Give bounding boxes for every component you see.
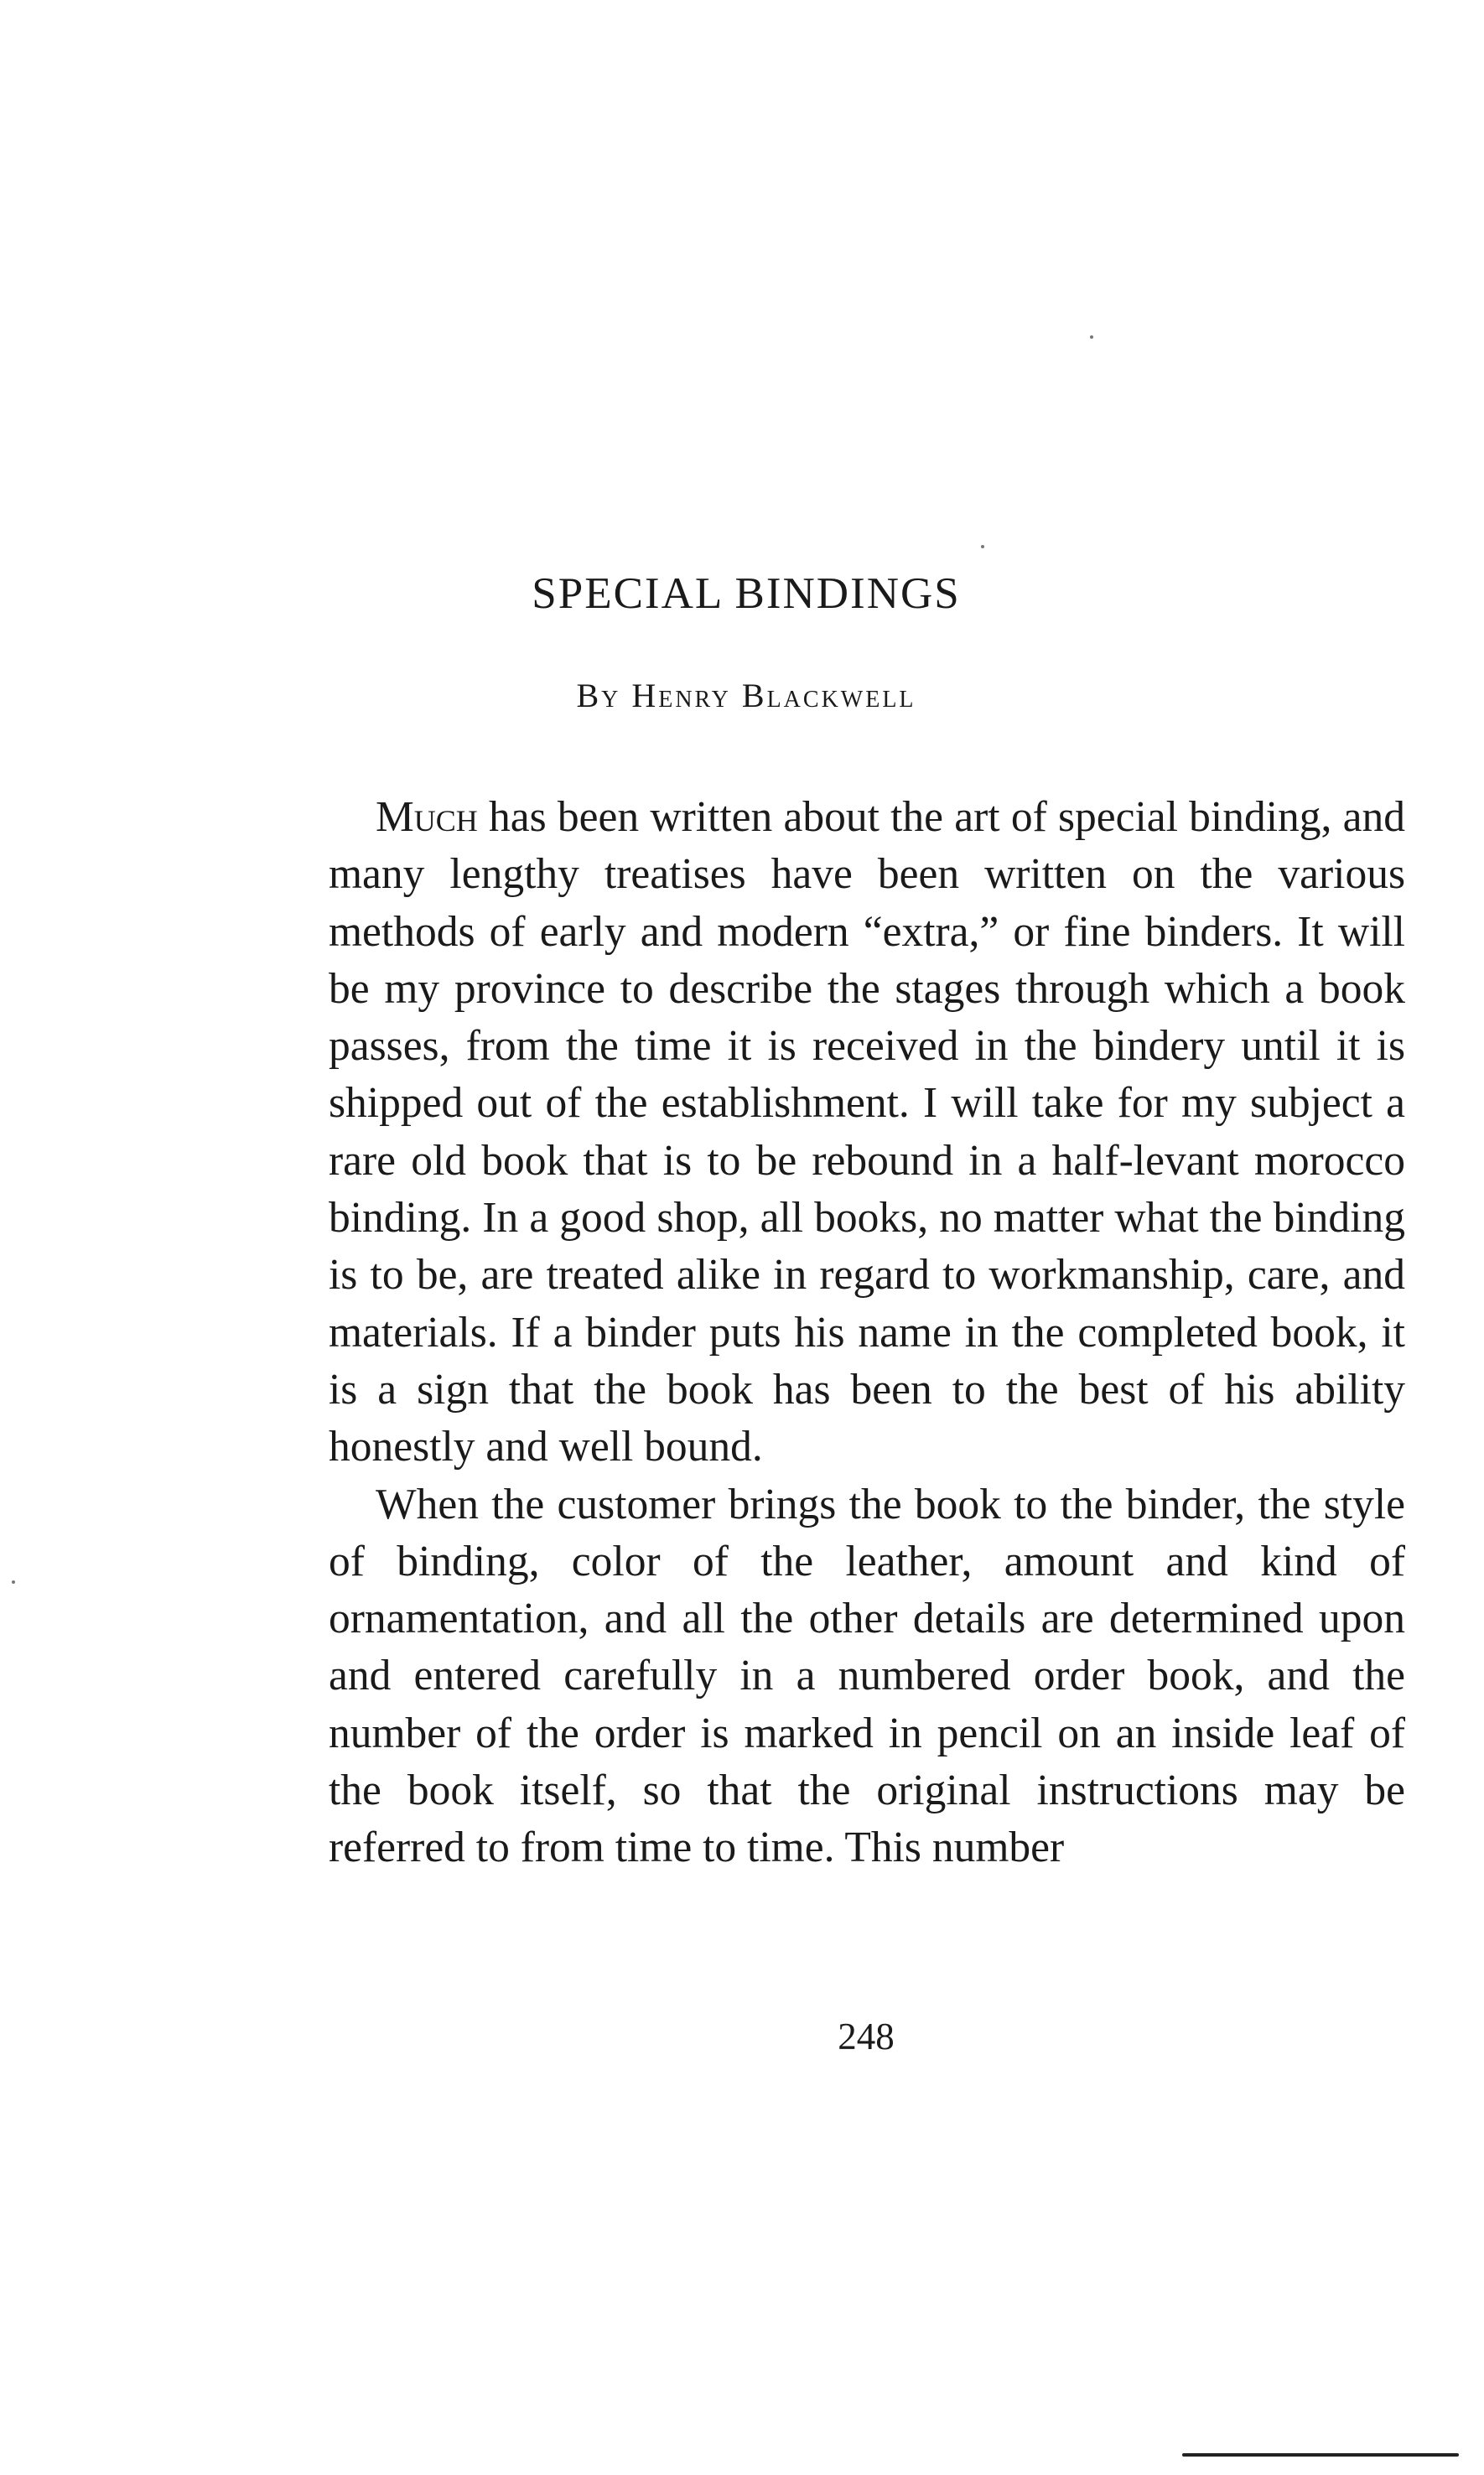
- scan-speck: [12, 1580, 15, 1584]
- article-body: [329, 789, 1405, 1877]
- paragraph-text: has been written about the art of special binding, and many lengthy treatises have been written on the various methods of early and modern “extra,” or fine binders. It will be my province to describe the stages through which a book passes, from the time it is received in the bindery until it is shipped out of the establishment. I will take for my subject a rare old book that is to be rebound in a half-levant morocco binding. In a good shop, all books, no matter what the binding is to be, are treated alike in regard to workmanship, care, and materials. If a binder puts his name in the completed book, it is a sign that the book has been to the best of his ability honestly and well bound.: [329, 793, 1405, 1471]
- scan-speck: [981, 545, 984, 548]
- scan-edge-mark: [1182, 2453, 1459, 2457]
- article-title: SPECIAL BINDINGS: [532, 569, 961, 618]
- article-byline: By Henry Blackwell: [576, 677, 916, 714]
- paragraph: [329, 789, 1405, 1476]
- lead-word: Much: [376, 793, 478, 841]
- scan-speck: [1090, 335, 1093, 339]
- page-number: 248: [838, 2016, 895, 2057]
- paragraph: When the customer brings the book to the binder, the style of binding, color of the leather, amount and kind of ornamentation, and all the other details are determined upon and entered carefully in a numbered order book, and the number of the order is marked in pencil on an inside leaf of the book itself, so that the original instructions may be referred to from time to time. This number: [329, 1480, 1405, 1872]
